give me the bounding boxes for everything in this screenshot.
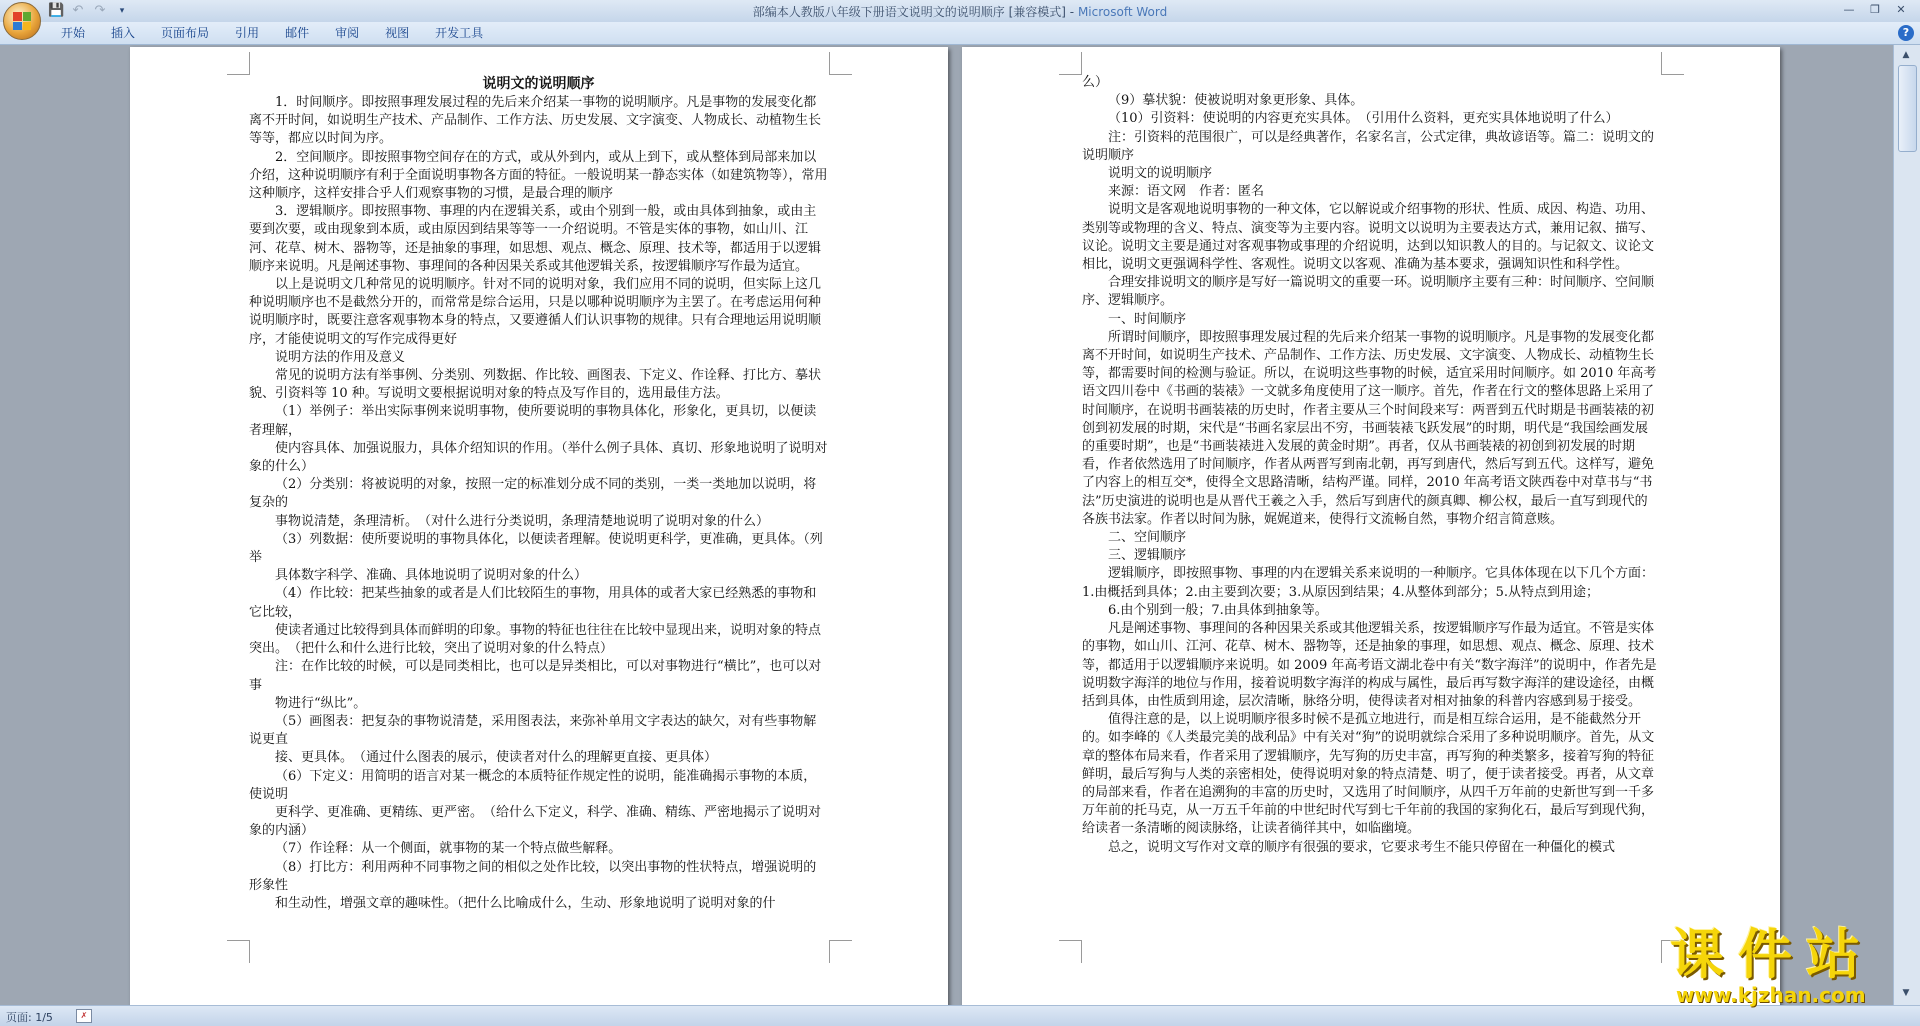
paragraph: 1．时间顺序。即按照事理发展过程的先后来介绍某一事物的说明顺序。凡是事物的发展变化都离不开时间，如说明生产技术、产品制作、工作方法、历史发展、文字演变、人物成长、动植物生长等等，都应以时间为序。 (249, 95, 822, 147)
paragraph: （2）分类别：将被说明的对象，按照一定的标准划分成不同的类别，一类一类地加以说明，将复杂的 (249, 477, 817, 511)
document-heading: 说明文的说明顺序 (482, 76, 595, 92)
title-separator: - (1065, 5, 1078, 19)
tab-page-layout[interactable]: 页面布局 (161, 26, 210, 40)
scroll-up-icon[interactable]: ▲ (1902, 50, 1910, 60)
page-1-body (249, 74, 828, 913)
scroll-thumb[interactable] (1898, 65, 1917, 152)
paragraph: 事物说清楚，条理清析。 （对什么进行分类说明，条理清楚地说明了说明对象的什么） (275, 513, 770, 529)
paragraph: 使读者通过比较得到具体而鲜明的印象。事物的特征也往往在比较中显现出来，说明对象的特点突出。 （把什么和什么进行比较，突出了说明对象的什么特点） (249, 622, 822, 657)
paragraph: （7）作诠释：从一个侧面，就事物的某一个特点做些解释。 (275, 841, 622, 857)
paragraph: （3）列数据：使所要说明的事物具体化，以便读者理解。使说明更科学，更准确，更具体。（列举 (249, 531, 823, 566)
paragraph: 以上是说明文几种常见的说明顺序。针对不同的说明对象，我们应用不同的说明，但实际上这几种说明顺序也不是截然分开的，而常常是综合运用，只是以哪种说明顺序为主罢了。在考虑运用何种说明顺序时，既要注意客观事物本身的特点，又要遵循人们认识事物的规律。只有合理地运用说明顺序，才能使说明文的写作完成得更好 (249, 277, 822, 347)
document-page-2[interactable] (962, 47, 1780, 1005)
paragraph: 合理安排说明文的顺序是写好一篇说明文的重要一环。说明顺序主要有三种：时间顺序、空间顺序、逻辑顺序。 (1082, 275, 1655, 309)
tab-insert[interactable]: 插入 (111, 26, 136, 40)
paragraph: 逻辑顺序，即按照事物、事理的内在逻辑关系来说明的一种顺序。它具体体现在以下几个方面：1.由概括到具体；2.由主要到次要；3.从原因到结果；4.从整体到部分；5.从特点到用途； (1082, 566, 1655, 600)
paragraph: 常见的说明方法有举事例、分类别、列数据、作比较、画图表、下定义、作诠释、打比方、摹状貌、引资料等 10 种。写说明文要根据说明对象的特点及写作目的，选用最佳方法。 (249, 368, 822, 402)
redo-icon[interactable]: ↷ (94, 3, 106, 18)
crop-mark (1661, 52, 1684, 75)
tab-view[interactable]: 视图 (385, 26, 410, 40)
paragraph: 说明文是客观地说明事物的一种文体，它以解说或介绍事物的形状、性质、成因、构造、功用、类别等或物理的含义、特点、演变等为主要内容。说明文以说明为主要表达方式，兼用记叙、描写、议论。说明文主要是通过对客观事物或事理的介绍说明，达到以知识教人的目的。与记叙文、议论文相比，说明文更强调科学性、客观性。说明文以客观、准确为基本要求，强调知识性和科学性。 (1082, 202, 1655, 273)
crop-mark (1059, 52, 1082, 75)
paragraph: 具体数字科学、准确、具体地说明了说明对象的什么） (275, 568, 588, 584)
paragraph: 三、逻辑顺序 (1108, 548, 1187, 564)
paragraph: 说明文的说明顺序 (1108, 166, 1213, 182)
window-title (0, 3, 1920, 20)
crop-mark (1059, 940, 1082, 963)
paragraph: 凡是阐述事物、事理间的各种因果关系或其他逻辑关系，按逻辑顺序写作最为适宜。不管是实体的事物，如山川、江河、花草、树木、器物等，还是抽象的事理，如思想、观点、概念、原理、技术等，都适用于以逻辑顺序来说明。如 2009 年高考语文湖北卷中有关“数字海洋”的说明中，作者先是说明数字海洋的地位与作用，接着说明数字海洋的构成与属性，最后再写数字海洋的建设途径，由概括到具体，由性质到用途，层次清晰，脉络分明，使得读者对相对抽象的科普内容感到易于接受。 (1082, 621, 1657, 709)
page-2-body (1082, 74, 1660, 857)
paragraph: 来源：语文网 作者：匿名 (1108, 184, 1265, 200)
paragraph: 2．空间顺序。即按照事物空间存在的方式，或从外到内，或从上到下，或从整体到局部来加以介绍，这种说明顺序有利于全面说明事物各方面的特征。一般说明某一静态实体（如建筑物等），常用这种顺序，这样安排合乎人们观察事物的习惯，是最合理的顺序 (249, 149, 828, 202)
paragraph: 值得注意的是，以上说明顺序很多时候不是孤立地进行，而是相互综合运用，是不能截然分开的。如李峰的《人类最完美的战利品》中有关对“狗”的说明就综合采用了多种说明顺序。首先，从文章的整体布局来看，作者采用了逻辑顺序，先写狗的历史丰富，再写狗的种类繁多，接着写狗的特征鲜明，最后写狗与人类的亲密相处，使得说明对象的特点清楚、明了，便于读者接受。再者，从文章的局部来看，作者在追溯狗的丰富的历史时，又选用了时间顺序，从四千万年前的史新世写到一千多万年前的托马克，从一万五千年前的中世纪时代写到七千年前的我国的家狗化石，最后写到现代狗，给读者一条清晰的阅读脉络，让读者徜徉其中，如临幽境。 (1082, 712, 1655, 837)
paragraph: 使内容具体、加强说服力，具体介绍知识的作用。（举什么例子具体、真切、形象地说明了说明对象的什么） (249, 440, 828, 475)
document-name: 部编本人教版八年级下册语文说明文的说明顺序 [兼容模式] (752, 5, 1066, 19)
document-page-1[interactable] (130, 47, 948, 1005)
customize-quick-access-icon[interactable]: ▾ (119, 6, 125, 16)
tab-mailings[interactable]: 邮件 (285, 26, 310, 40)
paragraph: 更科学、更准确、更精练、更严密。 （给什么下定义，科学、准确、精练、严密地揭示了说明对象的内涵） (249, 804, 822, 839)
proofing-status-icon[interactable]: ✗ (76, 1009, 92, 1023)
ribbon-tabs (48, 22, 496, 44)
paragraph: （1）举例子：举出实际事例来说明事物，使所要说明的事物具体化，形象化，更具切，以便读者理解， (249, 404, 817, 438)
crop-mark (227, 940, 250, 963)
close-icon[interactable]: ✕ (1896, 3, 1906, 16)
paragraph: 和生动性，增强文章的趣味性。（把什么比喻成什么，生动、形象地说明了说明对象的什 (275, 895, 776, 911)
paragraph: 物进行“纵比”。 (275, 695, 367, 711)
restore-icon[interactable]: ❐ (1870, 3, 1880, 16)
watermark-logo: 课件站 (1670, 923, 1874, 986)
paragraph: 6.由个别到一般；7.由具体到抽象等。 (1108, 602, 1328, 618)
page-count-status[interactable]: 页面: 1/5 (6, 1011, 53, 1024)
help-icon[interactable]: ? (1898, 25, 1914, 41)
watermark-url: www.kjzhan.com (1676, 983, 1866, 1007)
crop-mark (829, 940, 852, 963)
status-bar (0, 1005, 1920, 1026)
crop-mark (829, 52, 852, 75)
paragraph: 说明方法的作用及意义 (275, 349, 406, 365)
office-logo-icon (13, 12, 31, 30)
paragraph: （5）画图表：把复杂的事物说清楚，采用图表法，来弥补单用文字表达的缺欠，对有些事物解说更直 (249, 713, 817, 748)
minimize-icon[interactable]: — (1843, 3, 1855, 16)
tab-home[interactable]: 开始 (61, 26, 86, 40)
tab-review[interactable]: 审阅 (335, 26, 360, 40)
paragraph: （4）作比较：把某些抽象的或者是人们比较陌生的事物，用具体的或者大家已经熟悉的事物和它比较， (249, 586, 817, 620)
app-name: Microsoft Word (1077, 5, 1168, 19)
paragraph: 所谓时间顺序，即按照事理发展过程的先后来介绍某一事物的说明顺序。凡是事物的发展变化都离不开时间，如说明生产技术、产品制作、工作方法、历史发展、文字演变、人物成长、动植物生长等，都需要时间的检测与验证。所以，在说明这些事物的时候，适宜采用时间顺序。如 2010 年高考语文四川卷中《书画的装裱》一文就多角度使用了这一顺序。首先，作者在行文的整体思路上采用了时间顺序，在说明书画装裱的历史时，作者主要从三个时间段来写：两晋到五代时期是书画装裱的初创到初发展的时期，宋代是“书画名家层出不穷，书画装裱飞跃发展”的时期，明代是“我国绘画发展的重要时期”，也是“书画装裱进入发展的黄金时期”。再者，仅从书画装裱的初创到初发展的时期看，作者依然选用了时间顺序，作者从两晋写到南北朝，再写到唐代，然后写到五代。这样写，避免了内容上的相互交*，使得全文思路清晰，结构严谨。同样，2010 年高考语文陕西卷中对草书与“书法”历史演进的说明也是从晋代王羲之入手，然后写到唐代的颜真卿、柳公权，最后一直写到现代的各族书法家。作者以时间为脉，娓娓道来，使得行文流畅自然，事物介绍言简意赅。 (1082, 329, 1657, 527)
title-bar (0, 0, 1920, 23)
paragraph: 注：在作比较的时候，可以是同类相比，也可以是异类相比，可以对事物进行“横比”，也可以对事 (249, 659, 822, 693)
paragraph: 3．逻辑顺序。即按照事物、事理的内在逻辑关系，或由个别到一般，或由具体到抽象，或由主要到次要，或由现象到本质，或由原因到结果等等一一介绍说明。不管是实体的事物，如山川、江河、花草、树木、器物等，还是抽象的事理，如思想、观点、概念、原理、技术等，都适用于以逻辑顺序来说明。凡是阐述事物、事理间的各种因果关系或其他逻辑关系，按逻辑顺序写作最为适宜。 (249, 204, 822, 274)
paragraph: 注：引资料的范围很广，可以是经典著作，名家名言，公式定律，典故谚语等。篇二：说明文的说明顺序 (1082, 129, 1655, 163)
paragraph: （8）打比方：利用两种不同事物之间的相似之处作比较，以突出事物的性状特点，增强说明的形象性 (249, 859, 817, 893)
paragraph: （6）下定义：用简明的语言对某一概念的本质特征作规定性的说明，能准确揭示事物的本质，使说明 (249, 768, 817, 802)
tab-references[interactable]: 引用 (235, 26, 260, 40)
ribbon-tab-bar (0, 22, 1920, 45)
office-button[interactable] (3, 2, 41, 40)
scroll-down-icon[interactable]: ▼ (1902, 988, 1910, 998)
paragraph: 二、空间顺序 (1108, 530, 1187, 546)
paragraph: 接、更具体。 （通过什么图表的展示，使读者对什么的理解更直接、更具体） (275, 750, 718, 766)
save-icon[interactable]: 💾 (48, 3, 65, 18)
paragraph: 总之，说明文写作对文章的顺序有很强的要求，它要求考生不能只停留在一种僵化的模式 (1108, 839, 1616, 855)
paragraph: （10）引资料：使说明的内容更充实具体。 （引用什么资料，更充实具体地说明了什么） (1108, 111, 1619, 127)
paragraph: （9）摹状貌：使被说明对象更形象、具体。 (1108, 93, 1364, 109)
paragraph: 么） (1082, 75, 1109, 90)
site-watermark (1670, 925, 1906, 1011)
window-controls (1838, 1, 1912, 19)
paragraph: 一、时间顺序 (1108, 311, 1187, 327)
undo-icon[interactable]: ↶ (72, 3, 84, 18)
tab-developer[interactable]: 开发工具 (435, 26, 484, 40)
crop-mark (227, 52, 250, 75)
vertical-scrollbar[interactable] (1893, 45, 1920, 1005)
document-workspace[interactable] (0, 45, 1894, 1005)
